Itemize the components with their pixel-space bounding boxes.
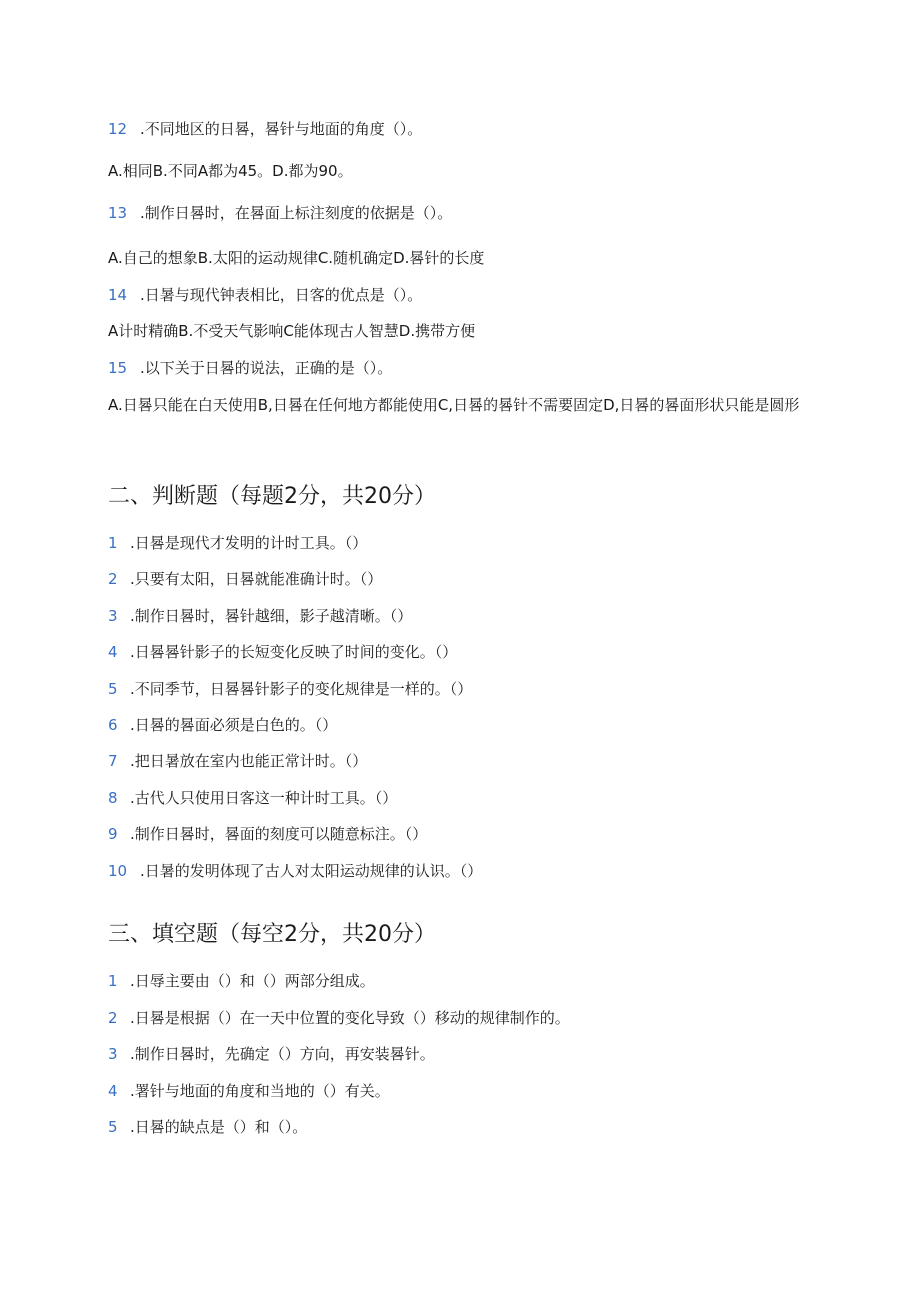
item-text: .日晷晷针影子的长短变化反映了时间的变化。（）	[130, 643, 458, 662]
question-13-options: A.自己的想象B.太阳的运动规律C.随机确定D.晷针的长度	[108, 249, 485, 267]
item-number: 3	[108, 1045, 118, 1063]
item-number: 5	[108, 679, 118, 698]
question-number: 14	[108, 286, 128, 304]
item-text: .制作日晷时，晷针越细，影子越清晰。（）	[130, 606, 413, 625]
question-text: .制作日晷时，在晷面上标注刻度的依据是（）。	[140, 204, 453, 222]
item-number: 8	[108, 788, 118, 807]
list-item	[108, 1043, 828, 1065]
item-number: 4	[108, 643, 118, 662]
list-item	[108, 860, 828, 882]
question-12-options: A.相同B.不同A都为45。D.都为90。	[108, 162, 353, 180]
item-text: .日晷的晷面必须是白色的。（）	[130, 716, 338, 734]
item-number: 1	[108, 534, 118, 552]
list-item	[108, 568, 828, 590]
list-item	[108, 678, 828, 700]
question-number: 12	[108, 120, 128, 138]
item-text: .古代人只使用日客这一种计时工具。（）	[130, 788, 398, 807]
item-number: 9	[108, 825, 118, 844]
list-item	[108, 970, 828, 992]
list-item	[108, 750, 828, 772]
item-text: .不同季节，日晷晷针影子的变化规律是一样的。（）	[130, 679, 473, 698]
question-text: .日暑与现代钟表相比，日客的优点是（）。	[140, 286, 423, 304]
question-15	[108, 357, 828, 379]
question-15-options: A.日晷只能在白天使用B,日晷在任何地方都能使用C,日晷的晷针不需要固定D,日晷的晷面形状只能是圆形	[108, 396, 800, 414]
question-number: 15	[108, 359, 128, 377]
item-text: .制作日晷时，晷面的刻度可以随意标注。（）	[130, 825, 428, 844]
item-number: 2	[108, 1008, 118, 1027]
item-number: 10	[108, 861, 128, 880]
item-number: 4	[108, 1081, 118, 1100]
item-text: .日晷的缺点是（）和（）。	[130, 1118, 308, 1136]
list-item	[108, 1116, 828, 1138]
list-item	[108, 1007, 828, 1029]
item-number: 6	[108, 716, 118, 734]
item-number: 7	[108, 752, 118, 771]
item-text: .把日暑放在室内也能正常计时。（）	[130, 752, 368, 771]
item-text: .署针与地面的角度和当地的（）有关。	[130, 1081, 390, 1100]
list-item	[108, 787, 828, 809]
item-text: .日暑的发明体现了古人对太阳运动规律的认识。（）	[140, 861, 483, 880]
question-14-options: A计时精确B.不受天气影响C能体现古人智慧D.携带方便	[108, 322, 476, 340]
item-number: 2	[108, 570, 118, 589]
item-number: 3	[108, 606, 118, 625]
question-text: .不同地区的日晷，晷针与地面的角度（）。	[140, 120, 423, 138]
list-item	[108, 641, 828, 663]
list-item	[108, 1080, 828, 1102]
list-item	[108, 714, 828, 736]
question-text: .以下关于日晷的说法，正确的是（）。	[140, 359, 393, 377]
item-number: 5	[108, 1118, 118, 1136]
item-text: .日晷是现代才发明的计时工具。（）	[130, 534, 368, 552]
question-14	[108, 284, 828, 306]
item-text: .制作日晷时，先确定（）方向，再安装晷针。	[130, 1045, 435, 1063]
list-item	[108, 605, 828, 627]
question-12	[108, 118, 828, 140]
section-2-title: 二、判断题（每题2分，共20分）	[108, 484, 436, 509]
list-item	[108, 823, 828, 845]
question-13	[108, 202, 828, 224]
item-text: .日辱主要由（）和（）两部分组成。	[130, 972, 375, 990]
item-text: .只要有太阳，日晷就能准确计时。（）	[130, 570, 383, 589]
item-text: .日晷是根据（）在一天中位置的变化导致（）移动的规律制作的。	[130, 1008, 570, 1027]
section-3-title: 三、填空题（每空2分，共20分）	[108, 922, 436, 947]
question-number: 13	[108, 204, 128, 222]
list-item	[108, 532, 828, 554]
item-number: 1	[108, 972, 118, 990]
